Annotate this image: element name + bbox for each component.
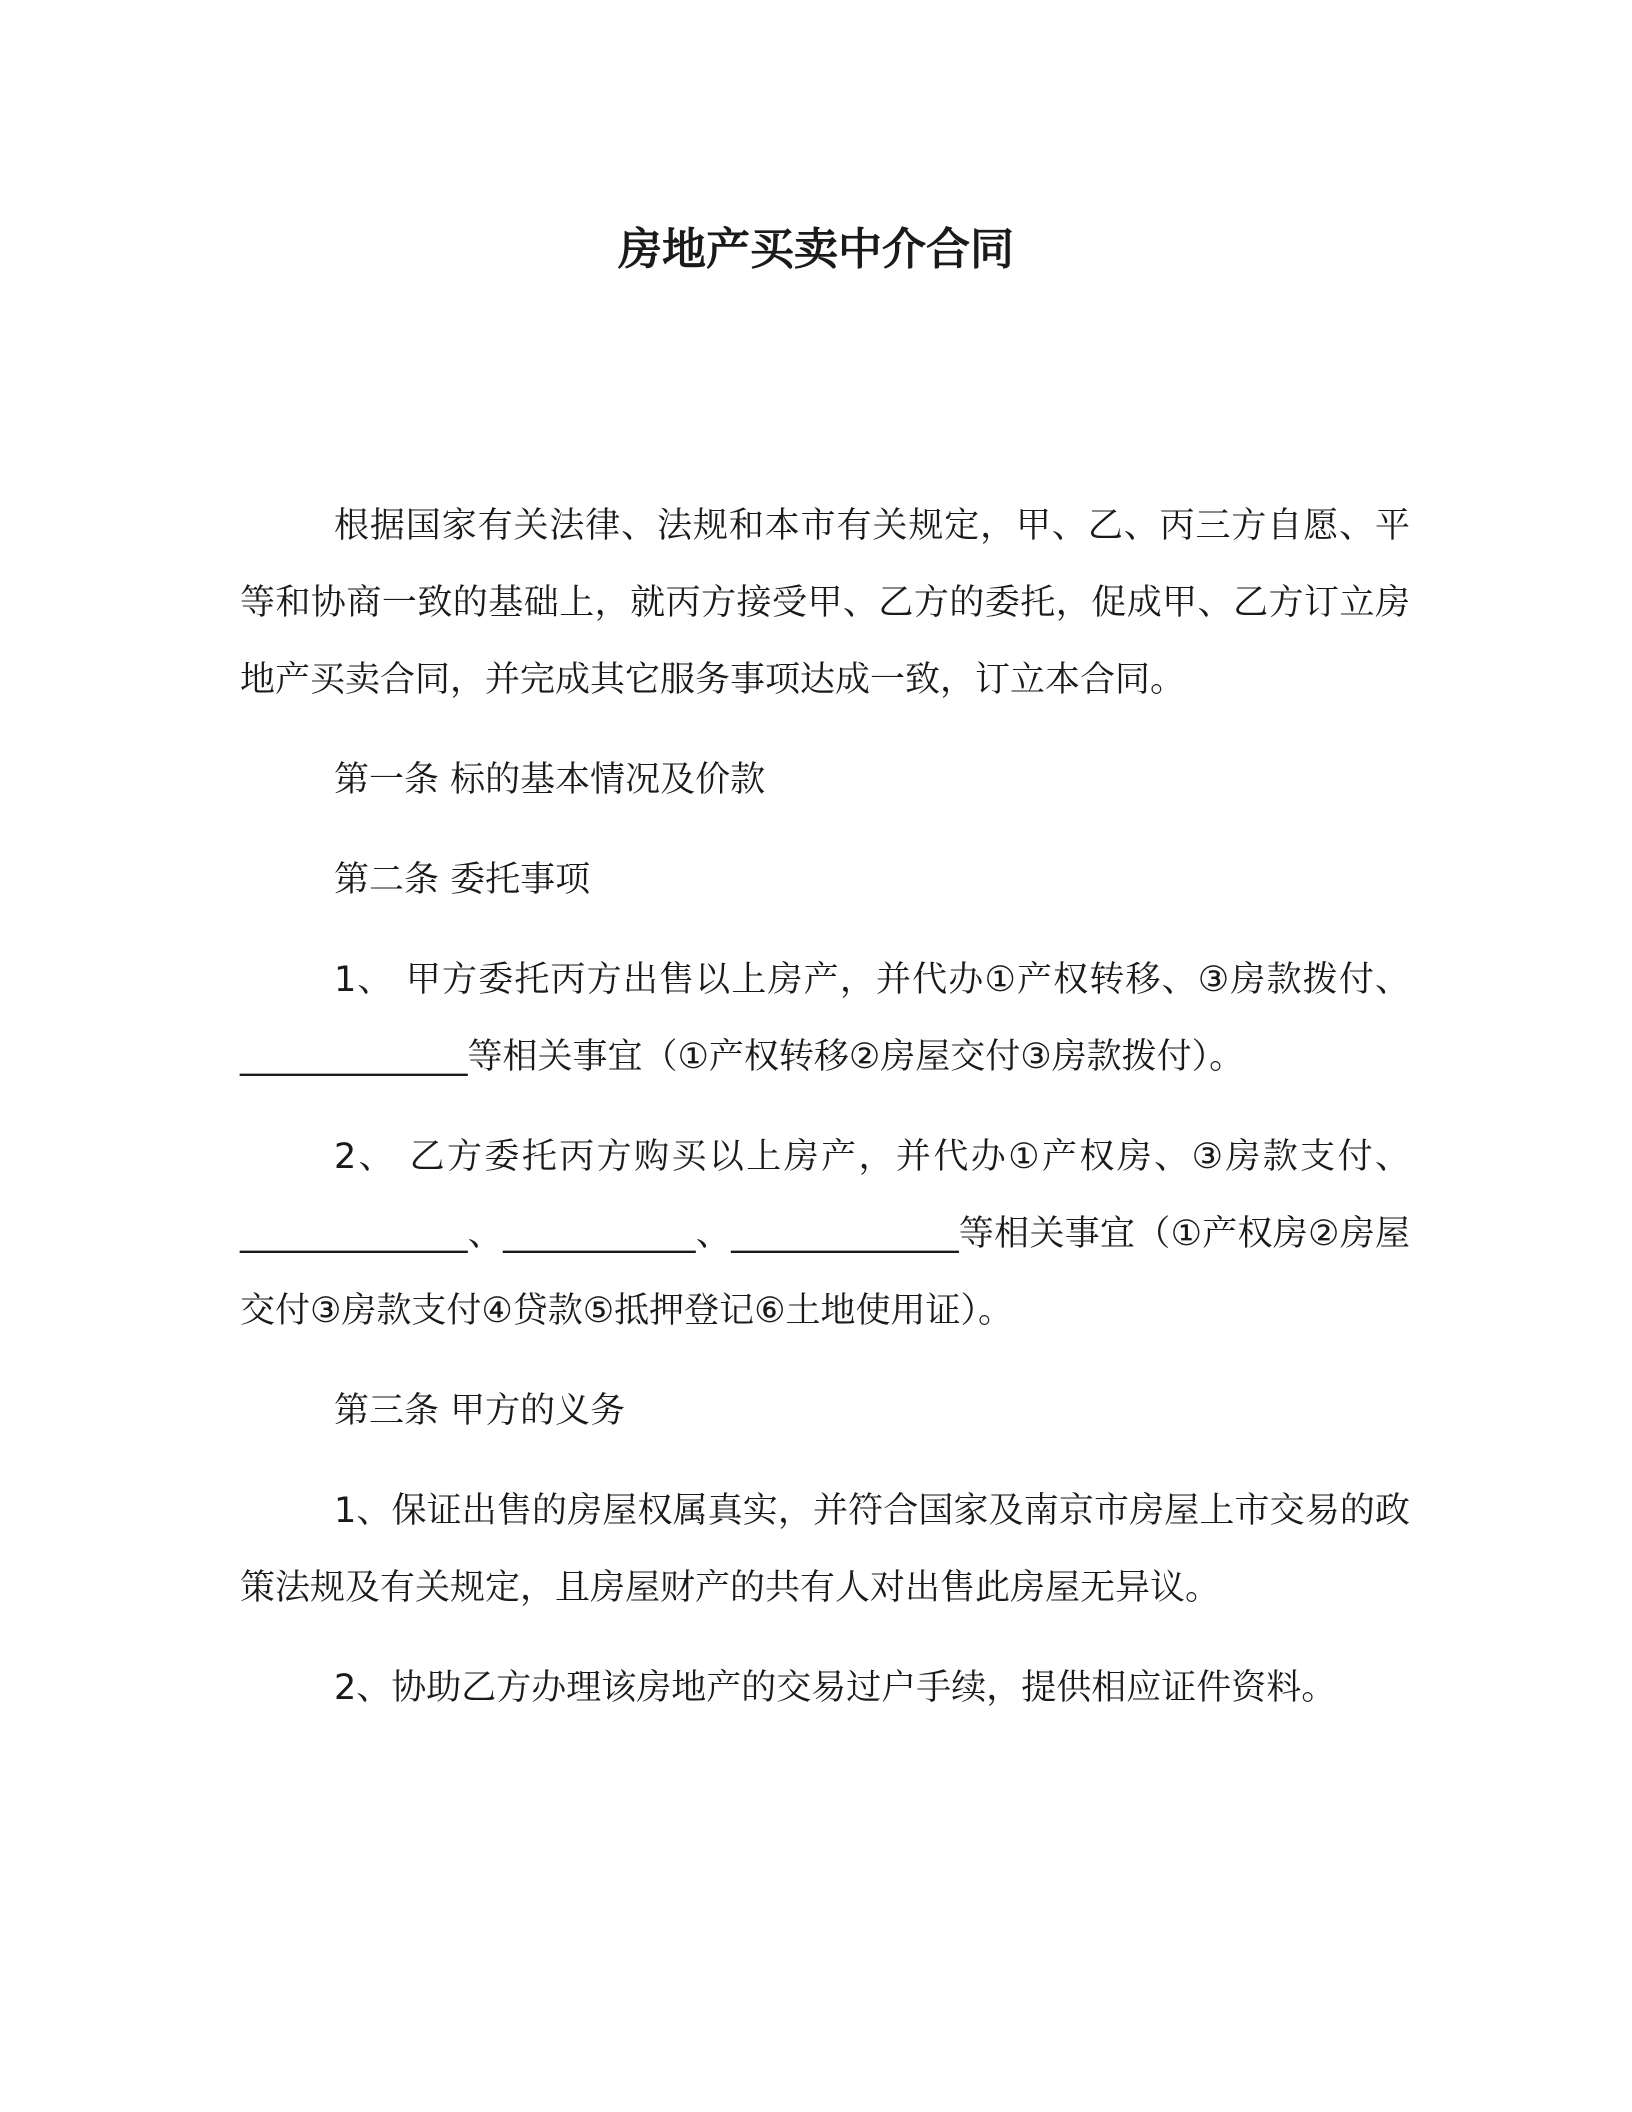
document-title: 房地产买卖中介合同	[618, 224, 1014, 275]
article-3-heading: 第三条 甲方的义务	[334, 1391, 626, 1431]
article-3-item-2: 2、协助乙方办理该房地产的交易过户手续，提供相应证件资料。	[334, 1668, 1337, 1708]
article-3-item-1: 1、保证出售的房屋权属真实，并符合国家及南京市房屋上市交易的政策法规及有关规定，且房屋财产的共有人对出售此房屋无异议。	[240, 1491, 1410, 1608]
article-2-heading: 第二条 委托事项	[334, 860, 591, 900]
article-2-item-1: 1、 甲方委托丙方出售以上房产，并代办①产权转移、③房款拨付、_____________等相关事宜（①产权转移②房屋交付③房款拨付）。	[240, 960, 1410, 1077]
article-1-heading: 第一条 标的基本情况及价款	[334, 760, 766, 800]
article-2-item-2: 2、 乙方委托丙方购买以上房产，并代办①产权房、③房款支付、_____________、___________、_____________等相关事宜（①产权房②房屋交付③房款支付④贷款⑤抵押登记⑥土地使用证）。	[240, 1137, 1410, 1331]
document-body	[240, 488, 1410, 1727]
preamble-paragraph: 根据国家有关法律、法规和本市有关规定，甲、乙、丙三方自愿、平等和协商一致的基础上，就丙方接受甲、乙方的委托，促成甲、乙方订立房地产买卖合同，并完成其它服务事项达成一致，订立本合同。	[240, 506, 1410, 700]
